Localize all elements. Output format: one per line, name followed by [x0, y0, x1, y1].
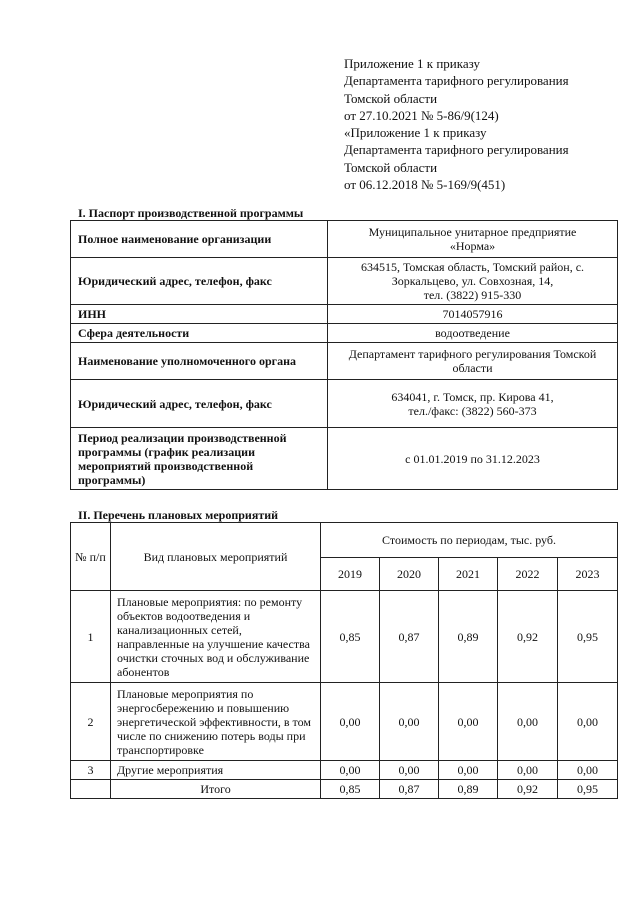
row-value: 0,85 [321, 591, 380, 683]
row-value: 0,00 [380, 683, 439, 761]
table-row [71, 591, 618, 683]
table-row [71, 761, 618, 780]
value-line: Муниципальное унитарное предприятие [368, 225, 577, 239]
total-value: 0,95 [558, 780, 618, 799]
header-line: Департамента тарифного регулирования [344, 73, 569, 89]
row-value: 0,00 [439, 761, 498, 780]
section-title-passport: I. Паспорт производственной программы [78, 206, 304, 220]
header-line: «Приложение 1 к приказу [344, 125, 487, 141]
value-line: тел./факс: (3822) 560-373 [408, 403, 537, 418]
plan-table [70, 522, 618, 799]
row-value: 7014057916 [328, 305, 618, 324]
row-value: 0,00 [498, 761, 558, 780]
table-row [71, 324, 618, 343]
header-line: от 06.12.2018 № 5-169/9(451) [344, 177, 506, 193]
value-line: Зоркальцево, ул. Совхозная, 14, [391, 274, 554, 288]
table-row [71, 428, 618, 490]
total-value: 0,87 [380, 780, 439, 799]
header-name: Вид плановых мероприятий [111, 523, 321, 591]
table-row [71, 380, 618, 428]
row-value [328, 380, 618, 428]
row-value: 0,00 [558, 761, 618, 780]
row-value: 0,00 [558, 683, 618, 761]
total-value: 0,92 [498, 780, 558, 799]
row-value: 0,00 [321, 683, 380, 761]
value-line: «Норма» [449, 239, 496, 253]
row-name: Плановые мероприятия по энергосбережению и повышению энергетической эффективности, в том числе по снижению потерь воды при транспортировке [111, 683, 321, 761]
year-header: 2023 [558, 558, 618, 591]
total-row [71, 780, 618, 799]
row-value: 0,00 [380, 761, 439, 780]
table-row [71, 343, 618, 380]
header-cost: Стоимость по периодам, тыс. руб. [321, 523, 618, 558]
row-value [328, 343, 618, 380]
row-value: 0,95 [558, 591, 618, 683]
row-value: 0,87 [380, 591, 439, 683]
row-value: 0,92 [498, 591, 558, 683]
table-row [71, 258, 618, 305]
header-line: от 27.10.2021 № 5-86/9(124) [344, 107, 499, 123]
row-value: водоотведение [328, 324, 618, 343]
row-value [328, 221, 618, 258]
row-label: Сфера деятельности [71, 324, 328, 343]
table-header-row [71, 523, 618, 558]
year-header: 2019 [321, 558, 380, 591]
table-row [71, 683, 618, 761]
value-line: 634515, Томская область, Томский район, с. [360, 260, 585, 274]
row-value: 0,00 [498, 683, 558, 761]
value-line: области [452, 361, 493, 375]
header-line: Департамента тарифного регулирования [344, 142, 569, 158]
row-num: 1 [71, 591, 111, 683]
order-header [344, 55, 569, 193]
section-title-plan: II. Перечень плановых мероприятий [78, 508, 279, 522]
row-label: Наименование уполномоченного органа [71, 343, 328, 380]
row-label: ИНН [71, 305, 328, 324]
header-num: № п/п [71, 523, 111, 591]
row-value [328, 258, 618, 305]
year-header: 2021 [439, 558, 498, 591]
row-label: Юридический адрес, телефон, факс [71, 380, 328, 428]
row-name: Плановые мероприятия: по ремонту объектов водоотведения и канализационных сетей, направленные на улучшение качества очистки сточных вод и обслуживание абонентов [111, 591, 321, 683]
table-row [71, 305, 618, 324]
header-line: Томской области [344, 159, 438, 175]
total-empty [71, 780, 111, 799]
value-line: тел. (3822) 915-330 [423, 288, 522, 302]
row-value: 0,00 [321, 761, 380, 780]
header-line: Приложение 1 к приказу [344, 56, 481, 71]
row-label: Период реализации производственной программы (график реализации мероприятий производственной программы) [71, 428, 328, 490]
total-label: Итого [111, 780, 321, 799]
row-label: Полное наименование организации [71, 221, 328, 258]
value-line: Департамент тарифного регулирования Томской [348, 347, 597, 361]
value-line: 634041, г. Томск, пр. Кирова 41, [391, 389, 554, 404]
total-value: 0,85 [321, 780, 380, 799]
row-name: Другие мероприятия [111, 761, 321, 780]
row-label: Юридический адрес, телефон, факс [71, 258, 328, 305]
total-value: 0,89 [439, 780, 498, 799]
row-num: 2 [71, 683, 111, 761]
header-line: Томской области [344, 90, 438, 106]
row-value: 0,00 [439, 683, 498, 761]
row-value: с 01.01.2019 по 31.12.2023 [328, 428, 618, 490]
row-value: 0,89 [439, 591, 498, 683]
passport-table [70, 220, 618, 490]
table-row [71, 221, 618, 258]
year-header: 2020 [380, 558, 439, 591]
year-header: 2022 [498, 558, 558, 591]
row-num: 3 [71, 761, 111, 780]
